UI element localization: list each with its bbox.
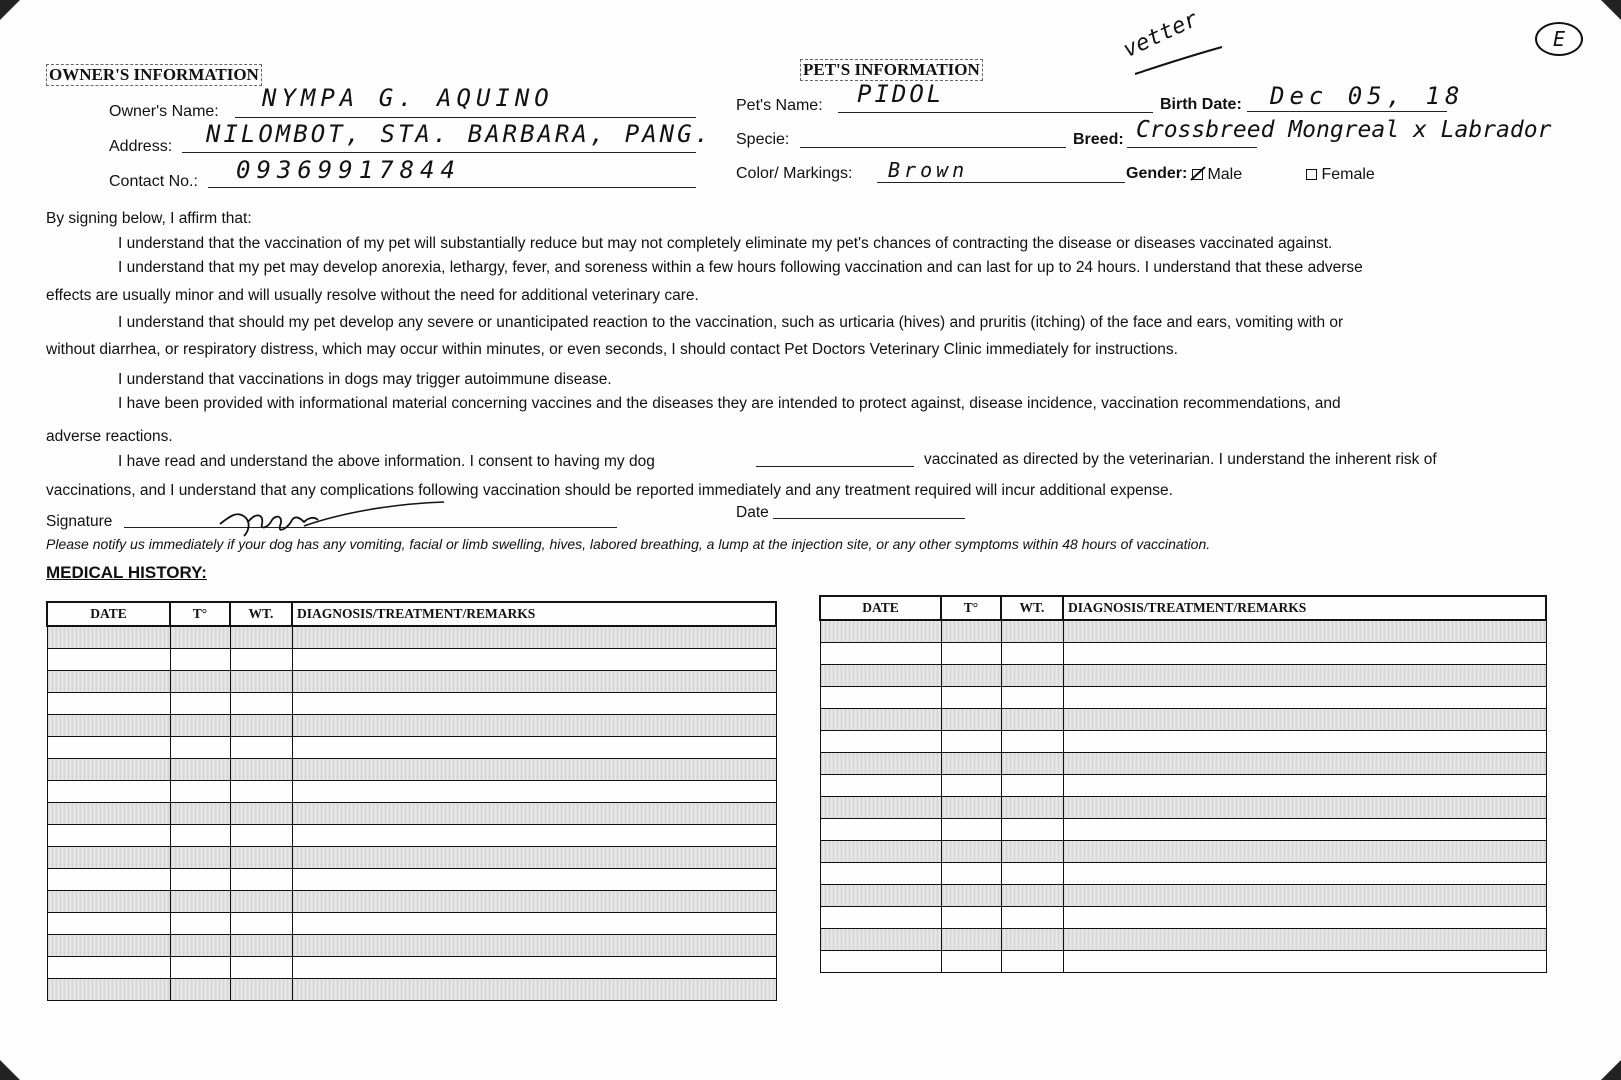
- table-row: [820, 929, 1546, 951]
- owner-name-label: Owner's Name:: [109, 103, 219, 120]
- address-value: NILOMBOT, STA. BARBARA, PANG.: [206, 120, 713, 148]
- table-cell[interactable]: [941, 841, 1001, 863]
- table-cell[interactable]: [47, 825, 170, 847]
- table-cell[interactable]: [292, 957, 776, 979]
- table-cell[interactable]: [170, 803, 230, 825]
- table-cell[interactable]: [47, 715, 170, 737]
- date-label: Date: [736, 504, 769, 521]
- birth-date-label: Birth Date:: [1160, 96, 1242, 113]
- table-cell[interactable]: [820, 863, 941, 885]
- table-cell[interactable]: [47, 869, 170, 891]
- table-row: [47, 715, 776, 737]
- table-cell[interactable]: [941, 643, 1001, 665]
- table-cell[interactable]: [1063, 841, 1546, 863]
- table-row: [820, 797, 1546, 819]
- table-cell[interactable]: [230, 649, 292, 671]
- table-cell[interactable]: [1001, 687, 1063, 709]
- table-cell[interactable]: [820, 709, 941, 731]
- table-cell[interactable]: [230, 781, 292, 803]
- medical-history-title: MEDICAL HISTORY:: [46, 563, 207, 582]
- affirm-p6b: vaccinations, and I understand that any complications following vaccination should be reported immediately and any treatment required will incur additional expense.: [46, 482, 1173, 499]
- col-weight: WT.: [230, 602, 292, 626]
- table-cell[interactable]: [230, 759, 292, 781]
- table-row: [47, 935, 776, 957]
- table-cell[interactable]: [941, 907, 1001, 929]
- table-cell[interactable]: [1001, 753, 1063, 775]
- affirm-p1: I understand that the vaccination of my pet will substantially reduce but may not completely eliminate my pet's chances of contracting the disease or diseases vaccinated against.: [118, 235, 1333, 252]
- birth-date-value: Dec 05, 18: [1270, 82, 1465, 110]
- table-cell[interactable]: [292, 869, 776, 891]
- contact-label: Contact No.:: [109, 173, 198, 190]
- table-cell[interactable]: [820, 929, 941, 951]
- table-cell[interactable]: [170, 626, 230, 649]
- table-cell[interactable]: [230, 957, 292, 979]
- date-line[interactable]: [773, 518, 965, 519]
- specie-label: Specie:: [736, 131, 790, 148]
- affirm-p6a-post: vaccinated as directed by the veterinarian. I understand the inherent risk of: [924, 451, 1437, 468]
- table-cell[interactable]: [292, 693, 776, 715]
- table-cell[interactable]: [941, 731, 1001, 753]
- table-cell[interactable]: [170, 825, 230, 847]
- affirm-p6a-pre: I have read and understand the above information. I consent to having my dog: [118, 453, 655, 470]
- table-row: [820, 709, 1546, 731]
- col-diagnosis: DIAGNOSIS/TREATMENT/REMARKS: [292, 602, 776, 626]
- table-cell[interactable]: [47, 803, 170, 825]
- table-cell[interactable]: [47, 935, 170, 957]
- table-cell[interactable]: [1001, 929, 1063, 951]
- table-cell[interactable]: [1063, 775, 1546, 797]
- table-header-row: [47, 602, 776, 626]
- table-cell[interactable]: [941, 885, 1001, 907]
- page-label: E: [1552, 27, 1566, 51]
- affirm-p2a: I understand that my pet may develop anorexia, lethargy, fever, and soreness within a few hours following vaccination and can last for up to 24 hours. I understand that these adverse: [118, 259, 1363, 276]
- table-cell[interactable]: [1063, 929, 1546, 951]
- table-row: [47, 781, 776, 803]
- table-cell[interactable]: [1063, 731, 1546, 753]
- address-label: Address:: [109, 138, 173, 155]
- table-cell[interactable]: [941, 709, 1001, 731]
- table-row: [820, 753, 1546, 775]
- table-cell[interactable]: [47, 957, 170, 979]
- table-cell[interactable]: [292, 737, 776, 759]
- table-cell[interactable]: [820, 665, 941, 687]
- table-cell[interactable]: [820, 731, 941, 753]
- table-cell[interactable]: [1001, 709, 1063, 731]
- table-cell[interactable]: [1001, 885, 1063, 907]
- table-cell[interactable]: [170, 935, 230, 957]
- pet-name-line: [838, 112, 1153, 113]
- female-checkbox[interactable]: [1306, 169, 1317, 180]
- table-cell[interactable]: [230, 891, 292, 913]
- col-weight: WT.: [1001, 596, 1063, 620]
- table-row: [820, 775, 1546, 797]
- color-line: [877, 182, 1125, 183]
- color-value: Brown: [888, 158, 969, 182]
- table-cell[interactable]: [292, 626, 776, 649]
- table-cell[interactable]: [170, 781, 230, 803]
- table-cell[interactable]: [230, 869, 292, 891]
- color-label: Color/ Markings:: [736, 165, 853, 182]
- table-header-row: [820, 596, 1546, 620]
- table-cell[interactable]: [47, 693, 170, 715]
- col-date: DATE: [820, 596, 941, 620]
- table-row: [47, 847, 776, 869]
- table-cell[interactable]: [820, 797, 941, 819]
- pet-annotation: vetter: [1119, 6, 1203, 64]
- gender-male-option[interactable]: [1192, 166, 1242, 184]
- pet-name-label: Pet's Name:: [736, 97, 823, 114]
- table-cell[interactable]: [820, 819, 941, 841]
- pet-name-value: PIDOL: [857, 80, 945, 108]
- affirm-p2b: effects are usually minor and will usually resolve without the need for additional veterinary care.: [46, 287, 699, 304]
- table-cell[interactable]: [292, 671, 776, 693]
- male-label: Male: [1207, 166, 1243, 183]
- table-cell[interactable]: [1063, 620, 1546, 643]
- table-cell[interactable]: [47, 913, 170, 935]
- table-cell[interactable]: [941, 797, 1001, 819]
- table-row: [47, 693, 776, 715]
- table-cell[interactable]: [1063, 863, 1546, 885]
- table-cell[interactable]: [47, 781, 170, 803]
- table-cell[interactable]: [47, 847, 170, 869]
- affirm-p4: I understand that vaccinations in dogs may trigger autoimmune disease.: [118, 371, 612, 388]
- table-cell[interactable]: [941, 775, 1001, 797]
- breed-label: Breed:: [1073, 131, 1124, 148]
- table-cell[interactable]: [170, 671, 230, 693]
- contact-line: [208, 187, 696, 188]
- birth-date-line: [1247, 111, 1447, 112]
- table-row: [820, 863, 1546, 885]
- table-cell[interactable]: [941, 819, 1001, 841]
- table-cell[interactable]: [1063, 709, 1546, 731]
- medical-history-table-left: [46, 601, 777, 1001]
- table-row: [820, 951, 1546, 973]
- table-cell[interactable]: [1001, 665, 1063, 687]
- male-checkbox[interactable]: [1192, 169, 1203, 180]
- table-cell[interactable]: [1063, 951, 1546, 973]
- table-cell[interactable]: [292, 649, 776, 671]
- table-cell[interactable]: [230, 626, 292, 649]
- breed-line: [1127, 147, 1257, 148]
- table-cell[interactable]: [1001, 643, 1063, 665]
- table-cell[interactable]: [47, 759, 170, 781]
- table-cell[interactable]: [1001, 620, 1063, 643]
- table-cell[interactable]: [292, 847, 776, 869]
- table-row: [47, 825, 776, 847]
- table-cell[interactable]: [230, 847, 292, 869]
- affirm-p5a: I have been provided with informational material concerning vaccines and the diseases they are intended to protect against, disease incidence, vaccination recommendations, and: [118, 395, 1341, 412]
- table-cell[interactable]: [170, 715, 230, 737]
- affirm-intro: By signing below, I affirm that:: [46, 210, 252, 227]
- table-cell[interactable]: [941, 620, 1001, 643]
- scan-corner-top-left: [0, 0, 20, 20]
- medical-history-table-right: [819, 595, 1547, 973]
- table-cell[interactable]: [941, 687, 1001, 709]
- table-cell[interactable]: [820, 643, 941, 665]
- table-cell[interactable]: [292, 979, 776, 1001]
- annotation-underline: [1130, 42, 1230, 82]
- table-cell[interactable]: [170, 913, 230, 935]
- table-cell[interactable]: [820, 775, 941, 797]
- table-cell[interactable]: [941, 753, 1001, 775]
- table-cell[interactable]: [170, 737, 230, 759]
- table-row: [820, 907, 1546, 929]
- table-row: [820, 665, 1546, 687]
- table-cell[interactable]: [1001, 819, 1063, 841]
- table-cell[interactable]: [1001, 863, 1063, 885]
- col-date: DATE: [47, 602, 170, 626]
- owner-name-value: NYMPA G. AQUINO: [262, 84, 554, 112]
- col-temp: T°: [941, 596, 1001, 620]
- table-row: [820, 620, 1546, 643]
- table-cell[interactable]: [230, 979, 292, 1001]
- table-row: [820, 885, 1546, 907]
- table-row: [47, 737, 776, 759]
- breed-value: Crossbreed Mongreal x Labrador: [1136, 117, 1552, 143]
- gender-female-option[interactable]: [1306, 166, 1375, 184]
- scan-corner-bottom-left: [0, 1060, 20, 1080]
- address-line: [182, 152, 696, 153]
- table-cell[interactable]: [230, 715, 292, 737]
- table-row: [47, 979, 776, 1001]
- table-cell[interactable]: [1001, 797, 1063, 819]
- table-cell[interactable]: [170, 759, 230, 781]
- table-cell[interactable]: [292, 803, 776, 825]
- table-cell[interactable]: [1001, 951, 1063, 973]
- table-cell[interactable]: [230, 737, 292, 759]
- table-cell[interactable]: [1063, 687, 1546, 709]
- table-row: [820, 643, 1546, 665]
- table-cell[interactable]: [1063, 885, 1546, 907]
- table-cell[interactable]: [1001, 775, 1063, 797]
- table-cell[interactable]: [47, 737, 170, 759]
- table-row: [820, 731, 1546, 753]
- table-cell[interactable]: [292, 781, 776, 803]
- col-diagnosis: DIAGNOSIS/TREATMENT/REMARKS: [1063, 596, 1546, 620]
- table-cell[interactable]: [1063, 753, 1546, 775]
- table-cell[interactable]: [1001, 731, 1063, 753]
- table-cell[interactable]: [170, 891, 230, 913]
- table-cell[interactable]: [292, 891, 776, 913]
- table-cell[interactable]: [230, 693, 292, 715]
- col-temp: T°: [170, 602, 230, 626]
- table-cell[interactable]: [941, 951, 1001, 973]
- table-cell[interactable]: [230, 803, 292, 825]
- table-cell[interactable]: [820, 885, 941, 907]
- table-cell[interactable]: [170, 847, 230, 869]
- table-cell[interactable]: [1001, 841, 1063, 863]
- table-cell[interactable]: [170, 979, 230, 1001]
- table-cell[interactable]: [941, 863, 1001, 885]
- specie-line: [800, 147, 1066, 148]
- dog-name-blank: [756, 466, 914, 467]
- page-label-circle: [1535, 22, 1583, 56]
- signature-label: Signature: [46, 513, 113, 530]
- table-cell[interactable]: [820, 951, 941, 973]
- female-label: Female: [1321, 166, 1375, 183]
- table-cell[interactable]: [47, 671, 170, 693]
- vaccination-notice: Please notify us immediately if your dog has any vomiting, facial or limb swelling, hives, labored breathing, a lump at the injection site, or any other symptoms within 48 hours of vaccination.: [46, 536, 1211, 552]
- table-cell[interactable]: [820, 687, 941, 709]
- contact-value: 09369917844: [236, 156, 461, 184]
- table-cell[interactable]: [292, 715, 776, 737]
- table-cell[interactable]: [1063, 797, 1546, 819]
- table-row: [47, 869, 776, 891]
- table-row: [47, 649, 776, 671]
- table-cell[interactable]: [170, 957, 230, 979]
- gender-label: Gender:: [1126, 165, 1188, 182]
- table-cell[interactable]: [47, 626, 170, 649]
- table-cell[interactable]: [230, 913, 292, 935]
- table-row: [47, 913, 776, 935]
- table-cell[interactable]: [941, 665, 1001, 687]
- table-cell[interactable]: [292, 935, 776, 957]
- table-row: [820, 687, 1546, 709]
- table-cell[interactable]: [230, 935, 292, 957]
- table-cell[interactable]: [1063, 665, 1546, 687]
- owner-name-line: [235, 117, 696, 118]
- affirm-p5b: adverse reactions.: [46, 428, 173, 445]
- table-row: [47, 759, 776, 781]
- table-cell[interactable]: [230, 825, 292, 847]
- table-cell[interactable]: [47, 891, 170, 913]
- table-cell[interactable]: [230, 671, 292, 693]
- table-cell[interactable]: [292, 825, 776, 847]
- table-row: [47, 671, 776, 693]
- affirm-p3a: I understand that should my pet develop any severe or unanticipated reaction to the vaccination, such as urticaria (hives) and pruritis (itching) of the face and ears, vomiting with or: [118, 314, 1344, 331]
- table-row: [47, 957, 776, 979]
- scan-corner-top-right: [1601, 0, 1621, 20]
- table-cell[interactable]: [170, 693, 230, 715]
- table-cell[interactable]: [820, 907, 941, 929]
- table-cell[interactable]: [1001, 907, 1063, 929]
- table-row: [820, 819, 1546, 841]
- table-cell[interactable]: [820, 841, 941, 863]
- table-cell[interactable]: [170, 869, 230, 891]
- table-cell[interactable]: [47, 649, 170, 671]
- table-row: [47, 626, 776, 649]
- table-cell[interactable]: [941, 929, 1001, 951]
- table-cell[interactable]: [292, 913, 776, 935]
- pet-info-header: PET'S INFORMATION: [800, 59, 983, 81]
- table-row: [47, 803, 776, 825]
- table-row: [47, 891, 776, 913]
- owner-info-header: OWNER'S INFORMATION: [46, 64, 262, 86]
- table-cell[interactable]: [170, 649, 230, 671]
- table-cell[interactable]: [820, 620, 941, 643]
- table-cell[interactable]: [1063, 907, 1546, 929]
- scan-corner-bottom-right: [1601, 1060, 1621, 1080]
- table-cell[interactable]: [292, 759, 776, 781]
- affirm-p3b: without diarrhea, or respiratory distress, which may occur within minutes, or even seconds, I should contact Pet Doctors Veterinary Clinic immediately for instructions.: [46, 341, 1178, 358]
- table-cell[interactable]: [820, 753, 941, 775]
- table-cell[interactable]: [1063, 819, 1546, 841]
- table-cell[interactable]: [1063, 643, 1546, 665]
- table-row: [820, 841, 1546, 863]
- table-cell[interactable]: [47, 979, 170, 1001]
